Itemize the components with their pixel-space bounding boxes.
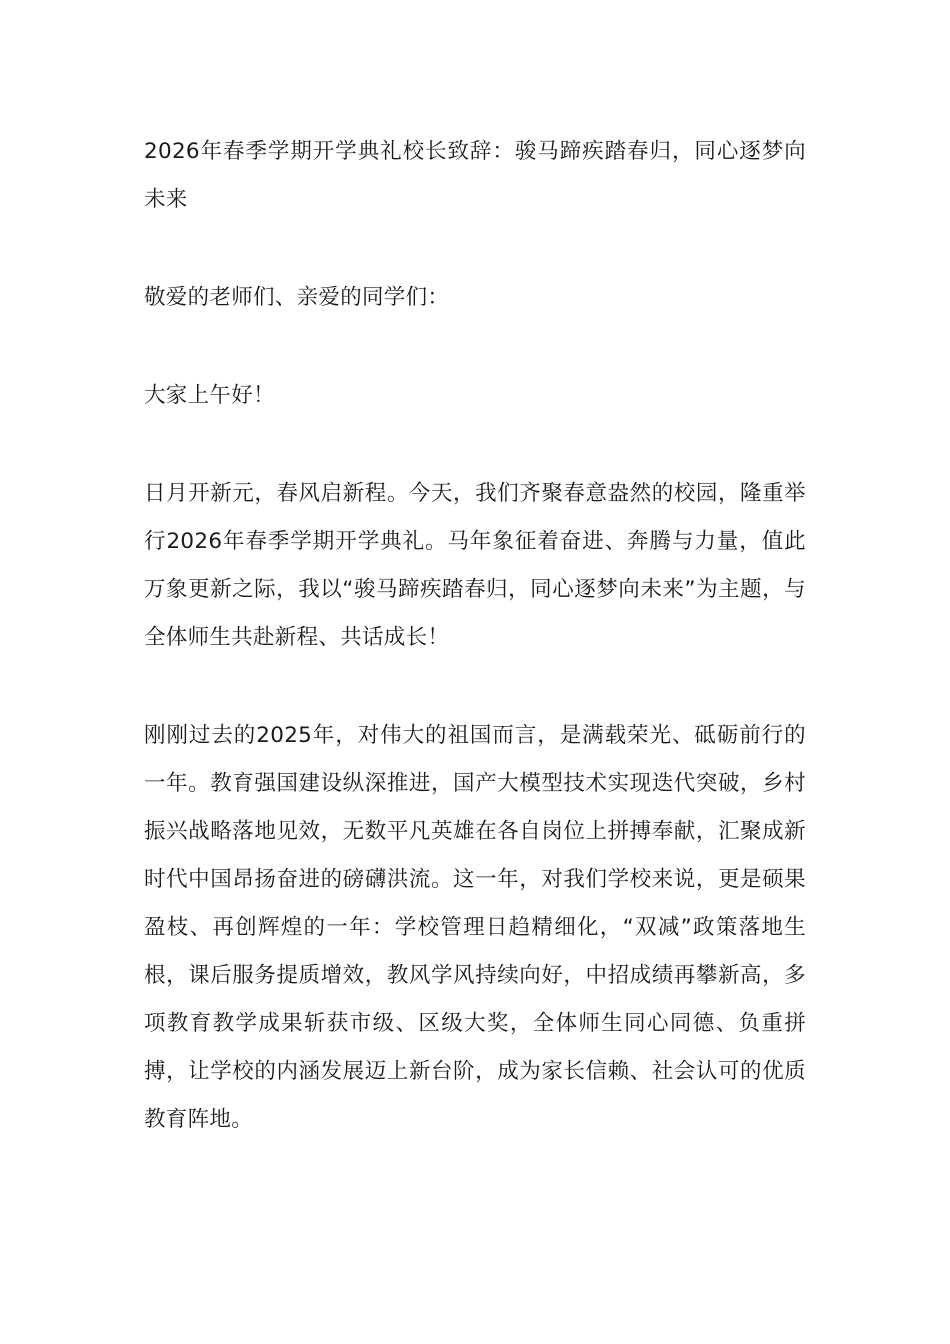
- document-body: [144, 128, 806, 1194]
- salutation: 敬爱的老师们、亲爱的同学们：: [144, 285, 450, 310]
- body-paragraph: 日月开新元，春风启新程。今天，我们齐聚春意盎然的校园，隆重举行2026年春季学期开学典礼。马年象征着奋进、奔腾与力量，值此万象更新之际，我以“骏马蹄疾踏春归，同心逐梦向未来”为主题，与全体师生共赴新程、共话成长！: [144, 481, 806, 650]
- greeting: 大家上午好！: [144, 383, 275, 408]
- body-paragraph: 刚刚过去的2025年，对伟大的祖国而言，是满载荣光、砥砺前行的一年。教育强国建设纵深推进，国产大模型技术实现迭代突破，乡村振兴战略落地见效，无数平凡英雄在各自岗位上拼搏奉献，汇聚成新时代中国昂扬奋进的磅礴洪流。这一年，对我们学校来说，更是硕果盈枝、再创辉煌的一年：学校管理日趋精细化，“双减”政策落地生根，课后服务提质增效，教风学风持续向好，中招成绩再攀新高，多项教育教学成果斩获市级、区级大奖，全体师生同心同德、负重拼搏，让学校的内涵发展迈上新台阶，成为家长信赖、社会认可的优质教育阵地。: [144, 723, 806, 1132]
- document-title: 2026年春季学期开学典礼校长致辞：骏马蹄疾踏春归，同心逐梦向未来: [144, 139, 806, 212]
